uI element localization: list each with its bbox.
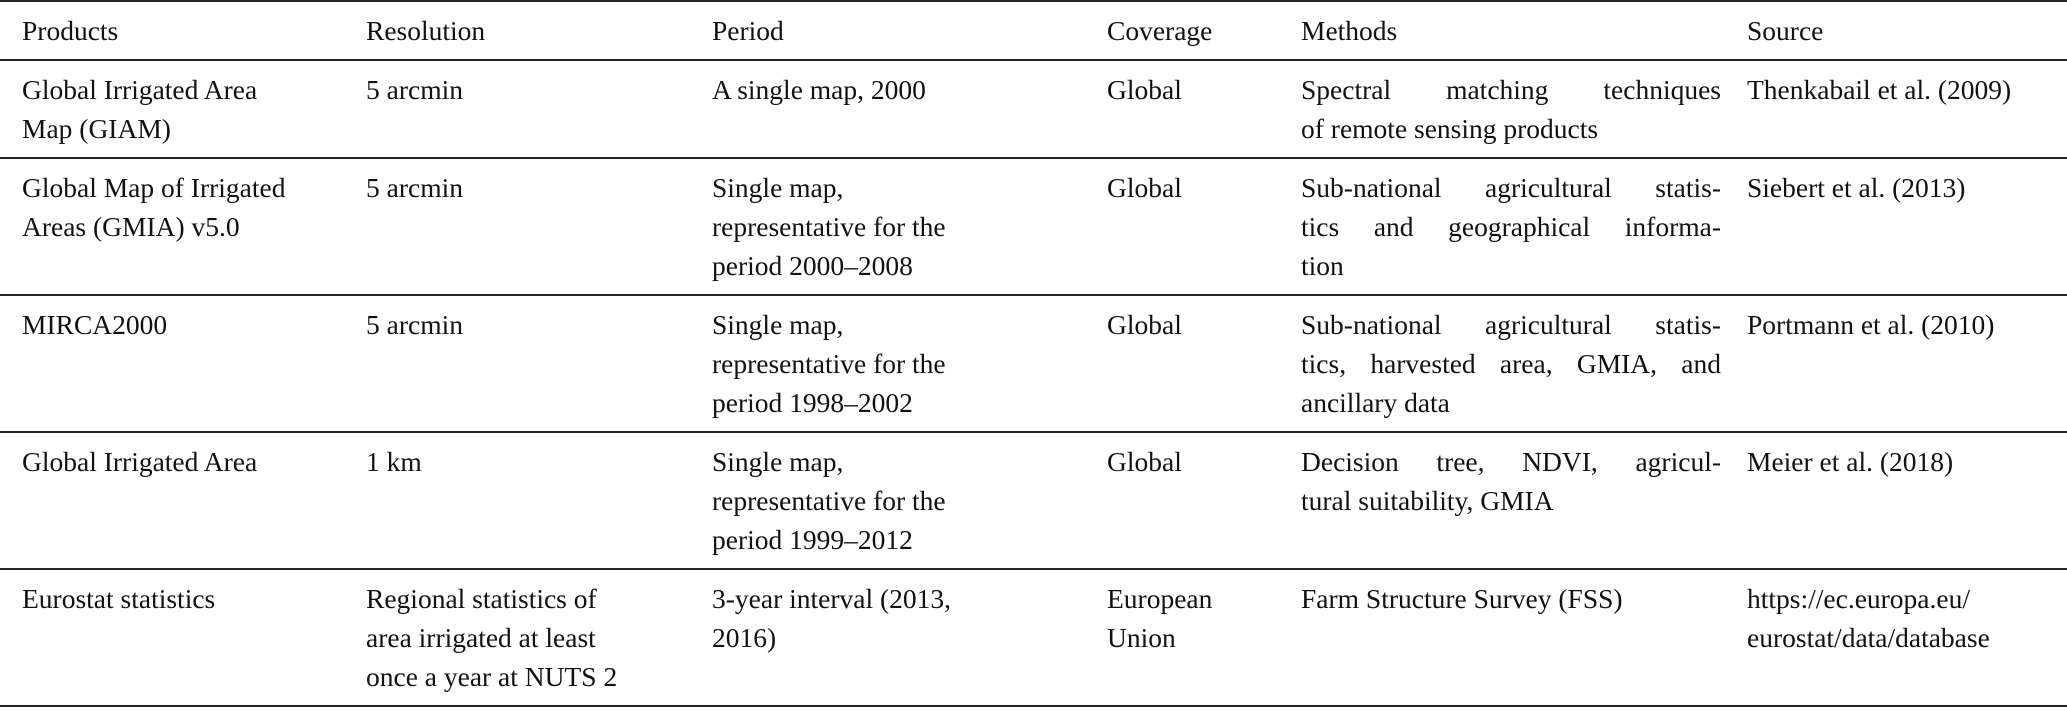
cell-resolution bbox=[366, 60, 712, 158]
cell-coverage bbox=[1107, 158, 1301, 295]
cell-methods bbox=[1301, 569, 1747, 706]
header-resolution: Resolution bbox=[366, 1, 712, 60]
cell-source bbox=[1747, 60, 2067, 158]
cell-resolution bbox=[366, 432, 712, 569]
header-source: Source bbox=[1747, 1, 2067, 60]
cell-source-line: https://ec.europa.eu/ bbox=[1747, 583, 1970, 614]
cell-source-line: Thenkabail et al. (2009) bbox=[1747, 74, 2012, 105]
cell-period-line: period 1998–2002 bbox=[712, 387, 913, 418]
cell-coverage-line: Union bbox=[1107, 622, 1176, 653]
cell-source-line: Portmann et al. (2010) bbox=[1747, 309, 1995, 340]
cell-source bbox=[1747, 432, 2067, 569]
cell-product-line: MIRCA2000 bbox=[22, 309, 168, 340]
cell-resolution-line: 5 arcmin bbox=[366, 74, 463, 105]
cell-methods bbox=[1301, 432, 1747, 569]
cell-resolution bbox=[366, 158, 712, 295]
cell-coverage-line: Global bbox=[1107, 446, 1182, 477]
cell-resolution-line: 1 km bbox=[366, 446, 422, 477]
cell-resolution-line: 5 arcmin bbox=[366, 172, 463, 203]
cell-period bbox=[712, 158, 1107, 295]
cell-period-line: Single map, bbox=[712, 309, 844, 340]
table-row bbox=[0, 60, 2067, 158]
cell-product bbox=[0, 432, 366, 569]
cell-methods-line: tics, harvested area, GMIA, and bbox=[1301, 348, 1721, 379]
table-row bbox=[0, 432, 2067, 569]
cell-period bbox=[712, 569, 1107, 706]
cell-coverage-line: Global bbox=[1107, 74, 1182, 105]
cell-period bbox=[712, 432, 1107, 569]
cell-resolution-line: 5 arcmin bbox=[366, 309, 463, 340]
header-period: Period bbox=[712, 1, 1107, 60]
cell-source-line: Siebert et al. (2013) bbox=[1747, 172, 1966, 203]
cell-methods-line: Spectral matching techniques bbox=[1301, 74, 1721, 105]
cell-product-line: Map (GIAM) bbox=[22, 113, 171, 144]
cell-methods bbox=[1301, 295, 1747, 432]
cell-methods bbox=[1301, 60, 1747, 158]
cell-product bbox=[0, 158, 366, 295]
cell-methods-line: Sub-national agricultural statis- bbox=[1301, 172, 1721, 203]
cell-product-line: Eurostat statistics bbox=[22, 583, 216, 614]
cell-methods-line: of remote sensing products bbox=[1301, 113, 1599, 144]
cell-product bbox=[0, 295, 366, 432]
header-row bbox=[0, 1, 2067, 60]
cell-coverage-line: European bbox=[1107, 583, 1213, 614]
cell-methods-line: Decision tree, NDVI, agricul- bbox=[1301, 446, 1721, 477]
cell-resolution bbox=[366, 295, 712, 432]
cell-coverage bbox=[1107, 60, 1301, 158]
cell-period-line: 2016) bbox=[712, 622, 777, 653]
cell-product-line: Areas (GMIA) v5.0 bbox=[22, 211, 240, 242]
cell-source-line: eurostat/data/database bbox=[1747, 622, 1990, 653]
cell-coverage bbox=[1107, 295, 1301, 432]
cell-period-line: representative for the bbox=[712, 485, 946, 516]
cell-methods-line: ancillary data bbox=[1301, 387, 1450, 418]
cell-period-line: 3-year interval (2013, bbox=[712, 583, 952, 614]
cell-source-line: Meier et al. (2018) bbox=[1747, 446, 1954, 477]
cell-resolution-line: Regional statistics of bbox=[366, 583, 597, 614]
cell-methods-line: Sub-national agricultural statis- bbox=[1301, 309, 1721, 340]
cell-product bbox=[0, 569, 366, 706]
cell-methods-line: tural suitability, GMIA bbox=[1301, 485, 1554, 516]
cell-period-line: A single map, 2000 bbox=[712, 74, 926, 105]
header-coverage: Coverage bbox=[1107, 1, 1301, 60]
cell-period-line: representative for the bbox=[712, 348, 946, 379]
table-body bbox=[0, 60, 2067, 706]
cell-period-line: Single map, bbox=[712, 172, 844, 203]
table-header bbox=[0, 1, 2067, 60]
cell-resolution bbox=[366, 569, 712, 706]
cell-methods-line: Farm Structure Survey (FSS) bbox=[1301, 583, 1623, 614]
cell-source bbox=[1747, 295, 2067, 432]
header-methods: Methods bbox=[1301, 1, 1747, 60]
cell-product bbox=[0, 60, 366, 158]
cell-coverage-line: Global bbox=[1107, 172, 1182, 203]
table-row bbox=[0, 295, 2067, 432]
cell-product-line: Global Map of Irrigated bbox=[22, 172, 286, 203]
cell-coverage bbox=[1107, 569, 1301, 706]
table-row bbox=[0, 158, 2067, 295]
cell-methods-line: tics and geographical informa- bbox=[1301, 211, 1721, 242]
cell-resolution-line: area irrigated at least bbox=[366, 622, 596, 653]
cell-source bbox=[1747, 158, 2067, 295]
cell-source bbox=[1747, 569, 2067, 706]
header-products: Products bbox=[0, 1, 366, 60]
cell-resolution-line: once a year at NUTS 2 bbox=[366, 661, 618, 692]
cell-period bbox=[712, 295, 1107, 432]
cell-period bbox=[712, 60, 1107, 158]
table-row bbox=[0, 569, 2067, 706]
cell-coverage-line: Global bbox=[1107, 309, 1182, 340]
cell-coverage bbox=[1107, 432, 1301, 569]
cell-period-line: period 1999–2012 bbox=[712, 524, 913, 555]
cell-period-line: representative for the bbox=[712, 211, 946, 242]
cell-product-line: Global Irrigated Area bbox=[22, 74, 258, 105]
cell-period-line: Single map, bbox=[712, 446, 844, 477]
cell-product-line: Global Irrigated Area bbox=[22, 446, 258, 477]
cell-period-line: period 2000–2008 bbox=[712, 250, 913, 281]
cell-methods-line: tion bbox=[1301, 250, 1344, 281]
cell-methods bbox=[1301, 158, 1747, 295]
